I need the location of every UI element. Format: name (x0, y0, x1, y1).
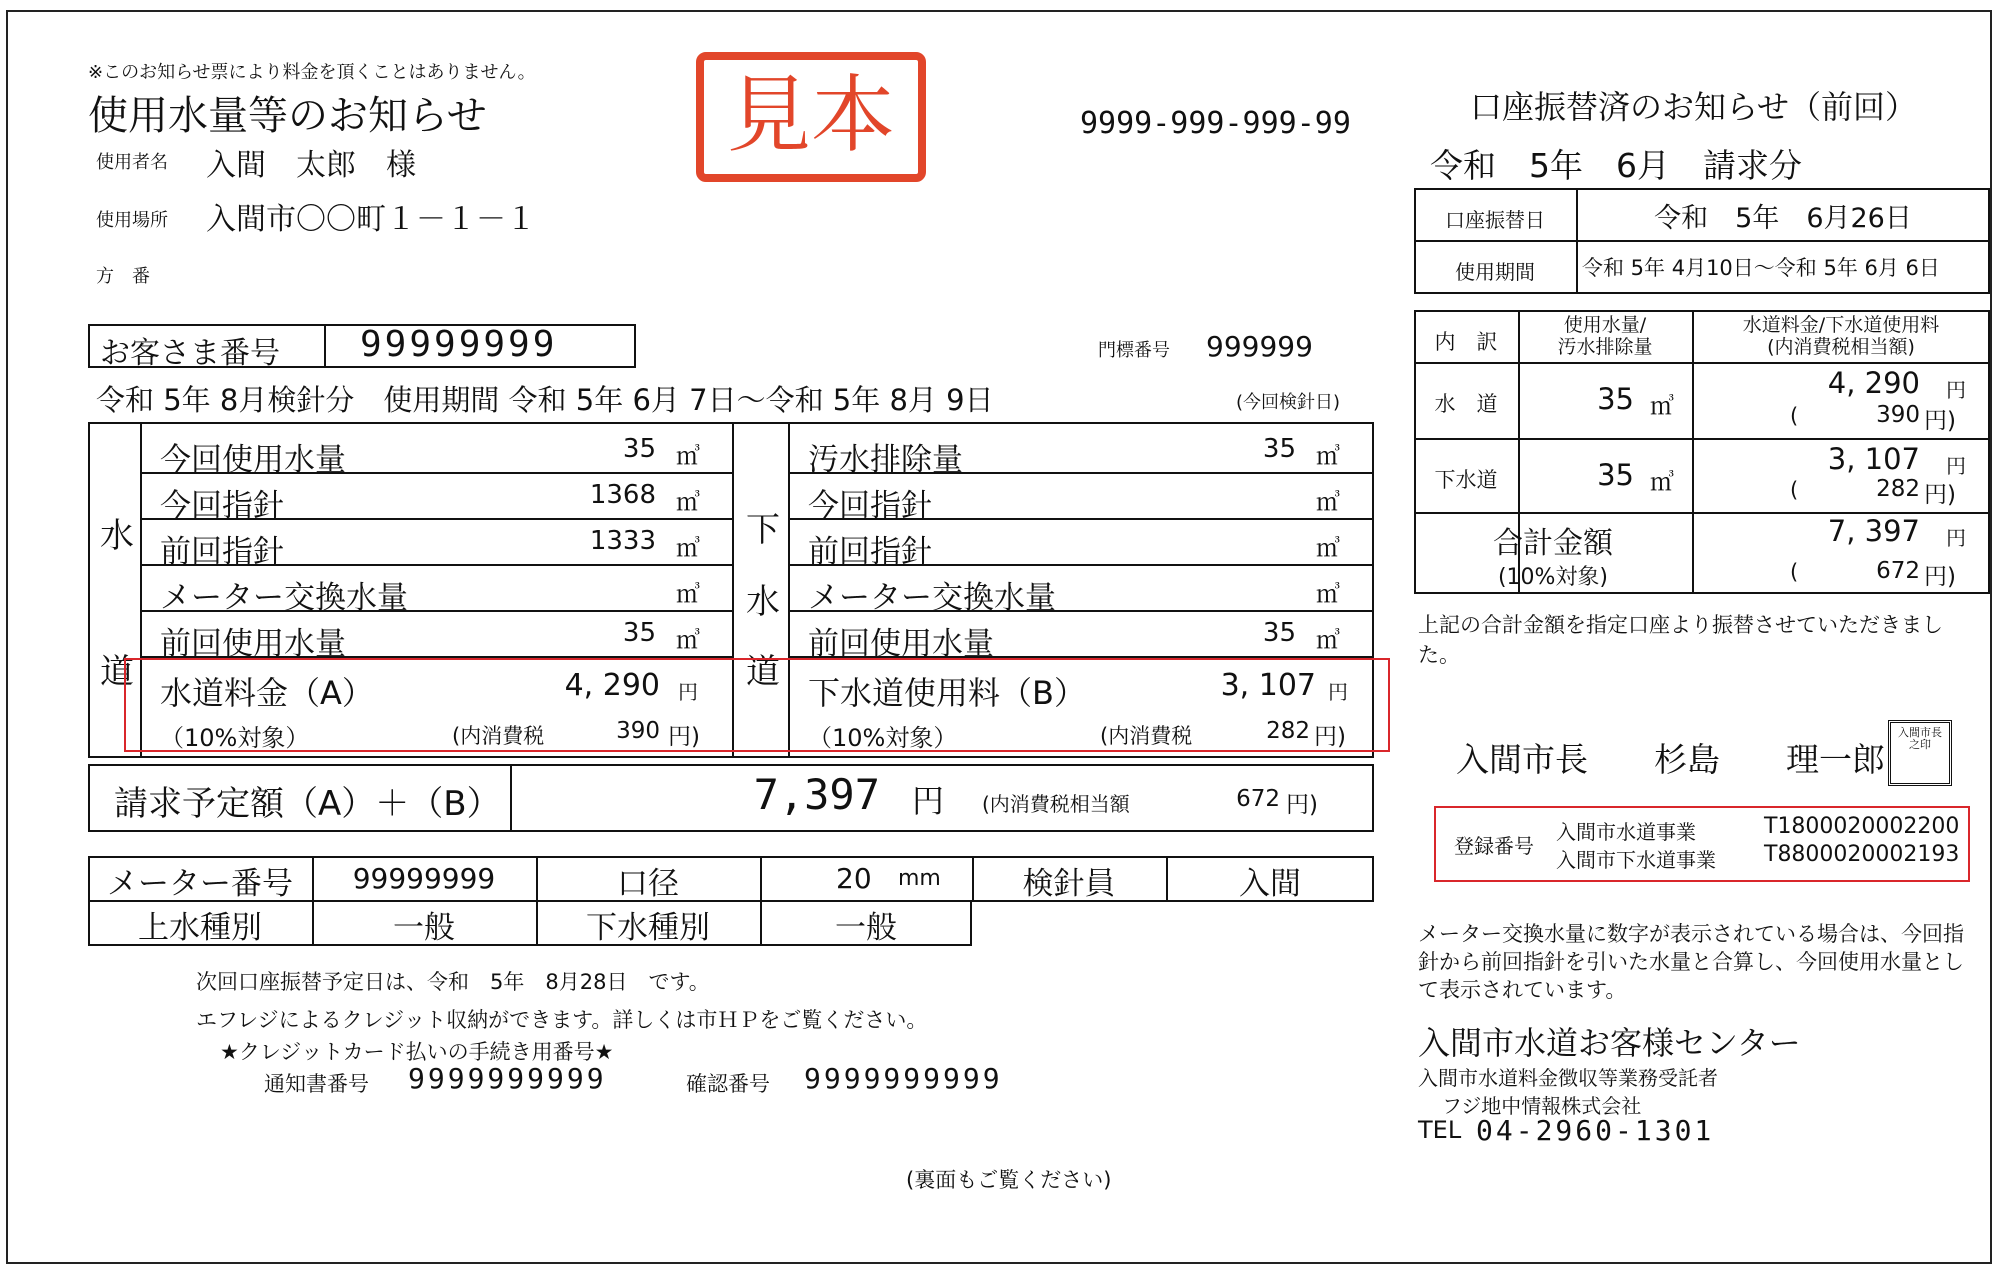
debit-date-label: 口座振替日 (1445, 208, 1545, 232)
door-number: 999999 (1206, 330, 1313, 363)
water-fee-unit: 円 (678, 680, 698, 704)
sewer-tax-value: 282 (1266, 718, 1310, 744)
sewer-fee-value: 3, 107 (1220, 668, 1316, 703)
sewer-type-label: 下水種別 (586, 910, 710, 946)
billing-divider (510, 764, 512, 832)
water-row-unit: ㎥ (676, 580, 700, 608)
billing-tax-unit: 円) (1286, 792, 1318, 818)
reading-period: 令和 5年 8月検針分 使用期間 令和 5年 6月 7日～令和 5年 8月 9日 (96, 383, 994, 417)
debit-detail-row-line (1414, 362, 1990, 364)
diameter-unit: mm (898, 866, 941, 891)
official-seal: 入間市長之印 (1888, 720, 1952, 786)
debit-water-fee-unit: 円 (1946, 378, 1966, 402)
registration-sewer-name: 入間市下水道事業 (1556, 848, 1716, 872)
water-row-unit: ㎥ (676, 442, 700, 470)
debit-info-row-line (1414, 240, 1990, 242)
credit-note: エフレジによるクレジット収納ができます。詳しくは市ＨＰをご覧ください。 (196, 1008, 928, 1032)
account-code: 9999-999-999-99 (1080, 106, 1351, 141)
page-title: 使用水量等のお知らせ (88, 93, 487, 139)
sewer-tax-target: （10%対象） (808, 724, 958, 752)
debit-total-tax: 672 (1876, 558, 1920, 584)
debit-total-tax-close: 円) (1924, 564, 1956, 590)
contractor-company: フジ地中情報株式会社 (1442, 1094, 1642, 1118)
mayor-name: 入間市長 杉島 理一郎 (1456, 740, 1885, 779)
diameter-value: 20 (836, 862, 872, 895)
sewer-tax-label: (内消費税 (1100, 724, 1193, 748)
water-row-label: 今回指針 (160, 488, 284, 524)
sewer-row-unit: ㎥ (1316, 626, 1340, 654)
confirm-number: 9999999999 (804, 1062, 1003, 1095)
sewer-row-label: 前回使用水量 (808, 626, 994, 662)
debit-date-value: 令和 5年 6月26日 (1654, 203, 1912, 234)
debit-col-fee: 水道料金/下水道使用料 (内消費税相当額) (1742, 314, 1940, 358)
water-row-value: 1333 (589, 526, 656, 556)
debit-total-fee-unit: 円 (1946, 526, 1966, 550)
debit-water-label: 水 道 (1434, 392, 1498, 416)
sewer-type: 一般 (835, 910, 897, 946)
debit-billing-month: 令和 5年 6月 請求分 (1430, 146, 1802, 185)
diameter-label: 口径 (617, 866, 679, 902)
debit-period-value: 令和 5年 4月10日～令和 5年 6月 6日 (1582, 256, 1940, 280)
debit-total-label: 合計金額 (1493, 526, 1613, 561)
sewer-row-label: メーター交換水量 (808, 580, 1056, 616)
debit-title: 口座振替済のお知らせ（前回） (1470, 88, 1918, 126)
debit-water-tax-close: 円) (1924, 408, 1956, 434)
tel-label: TEL (1418, 1116, 1462, 1144)
sewer-tax-unit: 円) (1314, 724, 1346, 750)
water-row-label: メーター交換水量 (160, 580, 408, 616)
reader-label: 検針員 (1022, 866, 1116, 902)
hoban-label: 方 番 (96, 266, 150, 287)
registration-water-name: 入間市水道事業 (1556, 820, 1696, 844)
water-side-label: 道 (100, 652, 134, 692)
debit-total-fee: 7, 397 (1827, 514, 1920, 548)
registration-sewer-number: T8800020002193 (1764, 842, 1960, 867)
water-tax-value: 390 (616, 718, 660, 744)
water-row-label: 今回使用水量 (160, 442, 346, 478)
reader-name: 入間 (1239, 866, 1301, 902)
sewer-row-label: 汚水排除量 (808, 442, 963, 478)
notice-number-label: 通知書番号 (264, 1072, 369, 1096)
user-name: 入間 太郎 様 (206, 148, 416, 183)
debit-sewer-tax: 282 (1876, 476, 1920, 502)
debit-detail-row-line (1414, 438, 1990, 440)
sewer-fee-unit: 円 (1328, 680, 1348, 704)
debit-water-tax: 390 (1876, 402, 1920, 428)
debit-period-label: 使用期間 (1455, 260, 1535, 284)
next-debit-note: 次回口座振替予定日は、令和 5年 8月28日 です。 (196, 970, 710, 994)
debit-col-item: 内 訳 (1434, 330, 1498, 354)
water-fee-value: 4, 290 (564, 668, 660, 703)
billing-tax-value: 672 (1236, 786, 1280, 812)
water-row-label: 前回指針 (160, 534, 284, 570)
water-fee-label: 水道料金（A） (160, 674, 374, 712)
sewer-row-label: 前回指針 (808, 534, 932, 570)
meter-exchange-note: メーター交換水量に数字が表示されている場合は、今回指針から前回指針を引いた水量と合算し、今回使用水量として表示されています。 (1418, 922, 1964, 1002)
see-back-note: (裏面もご覧ください) (906, 1168, 1112, 1192)
sewer-row-unit: ㎥ (1316, 442, 1340, 470)
billing-amount: 7,397 (753, 770, 880, 819)
place-value: 入間市〇〇町１－１－１ (206, 202, 536, 237)
door-number-label: 門標番号 (1098, 340, 1170, 361)
water-row-value: 35 (622, 618, 656, 648)
water-row-value: 1368 (589, 480, 656, 510)
debit-sewer-tax-open: ( (1790, 478, 1799, 502)
water-type: 一般 (393, 910, 455, 946)
debit-water-usage: 35 (1597, 382, 1634, 416)
disclaimer-text: ※このお知らせ票により料金を頂くことはありません。 (88, 62, 536, 83)
debit-total-tax-open: ( (1790, 560, 1799, 584)
debit-sewer-fee-unit: 円 (1946, 454, 1966, 478)
credit-numbers-title: ★クレジットカード払いの手続き用番号★ (220, 1040, 614, 1064)
billing-tax-label: (内消費税相当額 (982, 792, 1130, 816)
user-label: 使用者名 (96, 152, 168, 173)
registration-label: 登録番号 (1454, 834, 1534, 858)
sewer-row-value: 35 (1262, 618, 1296, 648)
sewer-side-label: 下 (746, 510, 780, 550)
debit-total-target: (10%対象) (1497, 565, 1609, 590)
sample-stamp: 見本 (696, 52, 926, 182)
meter-number: 99999999 (352, 862, 496, 895)
water-type-label: 上水種別 (138, 910, 262, 946)
debit-water-fee: 4, 290 (1827, 366, 1920, 400)
water-row-unit: ㎥ (676, 626, 700, 654)
debit-note: 上記の合計金額を指定口座より振替させていただきました。 (1418, 613, 1943, 667)
meter-number-label: メーター番号 (107, 866, 293, 902)
customer-number-divider (324, 324, 326, 368)
debit-water-tax-open: ( (1790, 404, 1799, 428)
notice-number: 9999999999 (408, 1062, 607, 1095)
customer-number: 99999999 (360, 324, 558, 365)
contractor-label: 入間市水道料金徴収等業務受託者 (1418, 1066, 1718, 1090)
billing-unit: 円 (912, 782, 945, 820)
sewer-side-label: 道 (746, 652, 780, 692)
debit-sewer-label: 下水道 (1434, 468, 1498, 492)
sewer-row-unit: ㎥ (1316, 488, 1340, 516)
customer-number-label: お客さま番号 (100, 336, 280, 371)
water-tax-label: (内消費税 (452, 724, 545, 748)
billing-label: 請求予定額（A）＋（B） (114, 784, 501, 824)
sewer-side-label: 水 (746, 582, 780, 622)
sewer-row-label: 今回指針 (808, 488, 932, 524)
debit-sewer-usage: 35 (1597, 458, 1634, 492)
water-row-unit: ㎥ (676, 534, 700, 562)
water-tax-target: （10%対象） (160, 724, 310, 752)
debit-col-usage: 使用水量/ 汚水排除量 (1557, 314, 1653, 358)
sewer-row-unit: ㎥ (1316, 534, 1340, 562)
sewer-row-unit: ㎥ (1316, 580, 1340, 608)
customer-center-name: 入間市水道お客様センター (1418, 1024, 1801, 1062)
reading-note: (今回検針日) (1236, 392, 1341, 413)
sewer-fee-label: 下水道使用料（B） (808, 674, 1086, 712)
confirm-number-label: 確認番号 (686, 1072, 770, 1096)
debit-water-usage-unit: ㎥ (1650, 392, 1674, 420)
fee-highlight-box (124, 658, 1390, 752)
water-tax-unit: 円) (668, 724, 700, 750)
tel-number: 04-2960-1301 (1476, 1114, 1715, 1147)
water-side-label: 水 (100, 516, 134, 556)
debit-sewer-fee: 3, 107 (1827, 442, 1920, 476)
water-row-unit: ㎥ (676, 488, 700, 516)
water-row-value: 35 (622, 434, 656, 464)
sewer-row-value: 35 (1262, 434, 1296, 464)
water-row-label: 前回使用水量 (160, 626, 346, 662)
debit-sewer-usage-unit: ㎥ (1650, 468, 1674, 496)
debit-sewer-tax-close: 円) (1924, 482, 1956, 508)
registration-water-number: T1800020002200 (1764, 814, 1960, 839)
place-label: 使用場所 (96, 210, 168, 231)
